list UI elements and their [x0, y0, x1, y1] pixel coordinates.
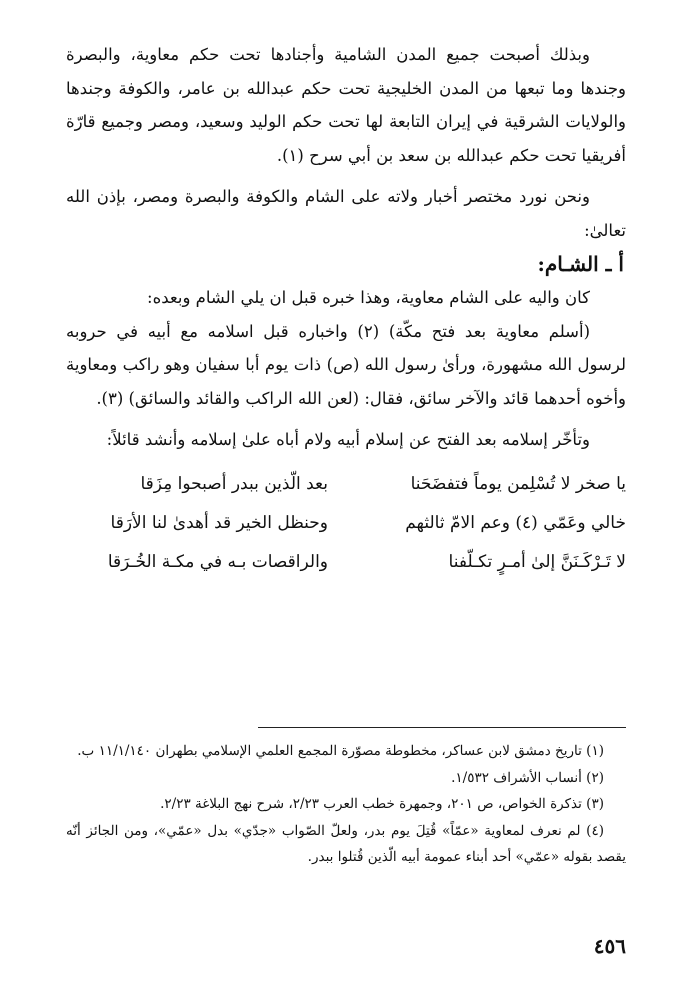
- footnote-4: (٤) لم نعرف لمعاوية «عمّاً» قُتِلَ يوم بدر، ولعلّ الصّواب «جدّي» بدل «عمّي»، ومن الجائز أنّه يقصد بقوله «عمّي» أحد أبناء عمومة أبيه الّذين قُتلوا ببدر.: [66, 822, 626, 865]
- verse-first-hemistich: لا تَـرْكَـنَنَّ إلىٰ أمـرٍ تكـلّفنا: [448, 551, 626, 572]
- poem: [66, 465, 626, 582]
- main-text: [66, 38, 626, 582]
- paragraph-5: وتأخّر إسلامه بعد الفتح عن إسلام أبيه ولام أباه علىٰ إسلامه وأنشد قائلاً:: [106, 430, 590, 449]
- footnote-2: (٢) أنساب الأشراف ١/٥٣٢.: [451, 769, 604, 786]
- section-heading: أ ـ الشـام:: [537, 252, 624, 276]
- paragraph-3: كان واليه على الشام معاوية، وهذا خبره قبل ان يلي الشام وبعده:: [147, 288, 590, 307]
- page-number: ٤٥٦: [593, 934, 626, 958]
- verse-first-hemistich: يا صخر لا تُسْلِمن يوماً فتفضَحَنا: [410, 473, 626, 494]
- verse-second-hemistich: بعد الّذين ببدر أصبحوا مِزَقا: [140, 473, 328, 494]
- paragraph-4: (أسلم معاوية بعد فتح مكّة) (٢) واخباره قبل اسلامه مع أبيه في حروبه لرسول الله مشهورة، ورأىٰ رسول الله (ص) ذات يوم أبا سفيان وهو راكب ومعاوية وأخوه أحدهما قائد والآخر سائق، فقال: (لعن الله الراكب والقائد والسائق) (٣).: [66, 321, 626, 408]
- footnote-3: (٣) تذكرة الخواص، ص ٢٠١، وجمهرة خطب العرب ٢/٢٣، شرح نهج البلاغة ٢/٢٣.: [160, 796, 604, 812]
- footnote-divider: [258, 727, 626, 728]
- paragraph-1: وبذلك أصبحت جميع المدن الشامية وأجنادها تحت حكم معاوية، والبصرة وجندها وما تبعها من المدن الخليجية تحت حكم عبدالله بن عامر، والكوفة وجندها والولايات الشرقية في إيران التابعة لها تحت حكم الوليد وسعيد، ومصر وجميع قارّة أفريقيا تحت حكم عبدالله بن سعد بن أبي سرح (١).: [66, 45, 626, 165]
- footnotes: [66, 738, 626, 871]
- verse-second-hemistich: والراقصات بـه في مكـة الخُـرَقا: [107, 551, 328, 572]
- poem-verse: [66, 543, 626, 582]
- verse-second-hemistich: وحنظل الخير قد أهدىٰ لنا الأرَقا: [110, 512, 328, 533]
- footnote-1: (١) تاريخ دمشق لابن عساكر، مخطوطة مصوّرة المجمع العلمي الإسلامي بطهران ١١/١/١٤٠ ب.: [77, 743, 604, 759]
- verse-first-hemistich: خالي وعَمّي (٤) وعم الامّ ثالثهم: [405, 512, 626, 533]
- poem-verse: [66, 465, 626, 504]
- paragraph-2: ونحن نورد مختصر أخبار ولاته على الشام والكوفة والبصرة ومصر، بإذن الله تعالىٰ:: [66, 187, 626, 240]
- poem-verse: [66, 504, 626, 543]
